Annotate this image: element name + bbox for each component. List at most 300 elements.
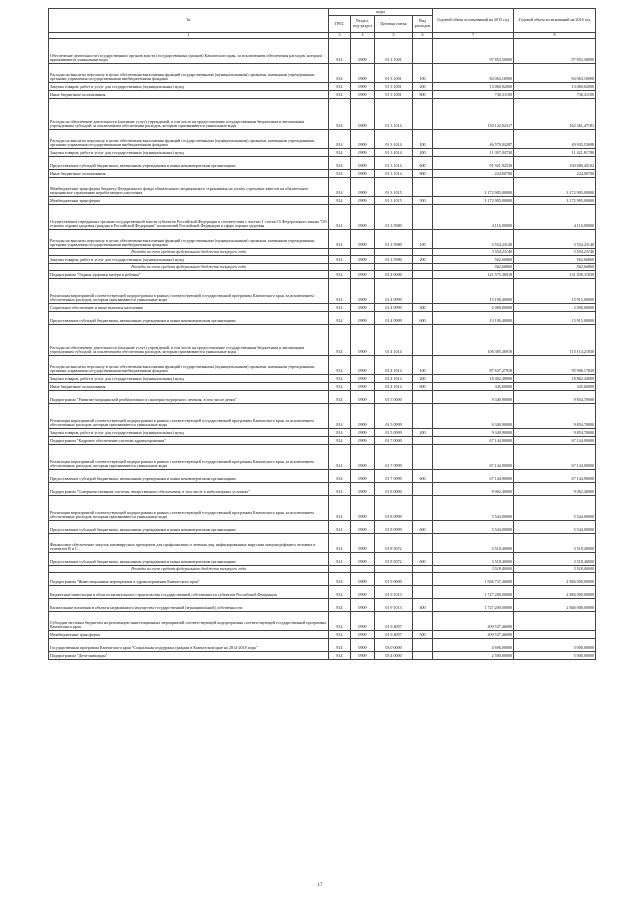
row-grbs: 814 [329,404,351,429]
row-sum-2016: 562,66860 [514,264,596,271]
row-sum-2015: 1 936 737,46000 [433,573,514,586]
row-sum-2015: 345,60000 [433,383,514,391]
row-razdel: 0909 [351,404,375,429]
row-razdel: 0909 [351,586,375,599]
row-grbs: 814 [329,91,351,99]
row-target-article: 01 3 5980 [375,256,413,264]
row-razdel: 0909 [351,130,375,149]
row-grbs: 814 [329,149,351,157]
page-number: 17 [317,883,323,888]
row-sum-2016: 11 421,81780 [514,149,596,157]
row-name: Реализация мероприятий соответствующей подпрограммы в рамках соответствующей государственной программы Камчатского края, за исключением обеспеченных расходов, которым присваиваются уникальные коды [49,445,329,470]
row-sum-2016: 730,31100 [514,91,596,99]
row-sum-2016: 2 846 000,00000 [514,599,596,612]
table-row [49,178,596,197]
row-razdel: 0909 [351,230,375,249]
row-sum-2016: 131 030,11830 [514,271,596,279]
col-index: 7 [433,33,514,39]
row-expense-type: 100 [413,230,433,249]
row-razdel: 0909 [351,437,375,445]
row-sum-2015: 67 144,90000 [433,437,514,445]
table-row [49,99,596,130]
row-sum-2015: 3 518,40000 [433,566,514,573]
row-expense-type [413,483,433,496]
row-expense-type [413,391,433,404]
row-grbs: 814 [329,325,351,356]
table-row [49,91,596,99]
header-sum-2015: Годовой объем ассигнований на 2015 год [433,9,514,33]
row-razdel [351,249,375,256]
row-expense-type [413,496,433,521]
row-sum-2015: 3 172 905,00000 [433,197,514,205]
row-sum-2016: 3 172 905,00000 [514,197,596,205]
row-target-article: 01 4 0000 [375,271,413,279]
table-row [49,631,596,639]
row-razdel: 0909 [351,534,375,553]
row-sum-2016: 115 114,21830 [514,325,596,356]
row-expense-type: 600 [413,312,433,325]
row-grbs: 814 [329,230,351,249]
row-grbs: 814 [329,521,351,534]
row-target-article: 01 4 1014 [375,356,413,375]
row-razdel: 0909 [351,256,375,264]
header-grbs: ГРБС [329,16,351,33]
row-grbs: 814 [329,470,351,483]
row-sum-2015: 2 500,00000 [433,652,514,660]
row-razdel [351,566,375,573]
row-target-article: 01 5 0000 [375,391,413,404]
row-sum-2016: 4 116,90000 [514,205,596,230]
row-grbs: 814 [329,375,351,383]
row-expense-type [413,99,433,130]
row-sum-2015: 730,31100 [433,91,514,99]
row-grbs: 814 [329,383,351,391]
row-expense-type: 100 [413,130,433,149]
row-target-article: 01 3 1014 [375,170,413,178]
row-razdel: 0909 [351,483,375,496]
table-row [49,205,596,230]
row-sum-2015: 4 116,90000 [433,205,514,230]
row-expense-type [413,437,433,445]
row-sum-2015: 84 063,16900 [433,64,514,83]
row-sum-2016: 3 172 905,00000 [514,178,596,197]
row-grbs: 814 [329,130,351,149]
row-sum-2016: 18 862,44000 [514,375,596,383]
col-index: 4 [351,33,375,39]
row-expense-type: 300 [413,304,433,312]
row-grbs: 814 [329,312,351,325]
row-sum-2015: 3 172 905,00000 [433,178,514,197]
table-row [49,483,596,496]
row-expense-type: 800 [413,383,433,391]
row-expense-type [413,249,433,256]
col-index: 8 [514,33,596,39]
row-sum-2016: 3 554,23140 [514,230,596,249]
row-name: Закупка товаров, работ и услуг для государственных (муниципальных) нужд [49,149,329,157]
row-name: Закупка товаров, работ и услуг для государственных (муниципальных) нужд [49,256,329,264]
row-name: Расходы на обеспечение деятельности (оказание услуг) учреждений, в том числе на предоставление государственным бюджетным и автономным учреждениям субсидий, за исключением обеспечения расходов, которым присваиваются уникальные коды [49,325,329,356]
row-sum-2015: 67 144,90000 [433,445,514,470]
row-razdel: 0909 [351,271,375,279]
row-sum-2016: 9 062,40000 [514,483,596,496]
row-razdel: 0909 [351,375,375,383]
row-name: Подпрограмма "Развитие медицинской реабилитации и санаторно-курортного лечения, в том числе детям" [49,391,329,404]
row-target-article: 01 3 1001 [375,39,413,64]
row-sum-2015: 91 921,92530 [433,157,514,170]
row-sum-2016: 49 935,53698 [514,130,596,149]
row-expense-type: 600 [413,470,433,483]
row-razdel: 0909 [351,383,375,391]
row-razdel: 0909 [351,83,375,91]
row-expense-type [413,652,433,660]
row-razdel: 0909 [351,553,375,566]
row-target-article: 01 8 5072 [375,534,413,553]
row-expense-type [413,279,433,304]
row-name: Реализация мероприятий соответствующей подпрограммы в рамках соответствующей государственной программы Камчатского края, за исключением обеспеченных расходов, которым присваиваются уникальные коды [49,404,329,429]
row-name: Расходы за счет средств федерального бюджета текущего года [49,566,329,573]
row-grbs: 814 [329,631,351,639]
row-target-article: 01 3 1015 [375,178,413,197]
row-sum-2016: 84 063,16900 [514,64,596,83]
table-row [49,230,596,249]
row-name: Финансовое обеспечение закупок антивирусных препаратов для профилактики и лечения лиц, инфицированных вирусами иммунодефицита человека и гепатитов B и C [49,534,329,553]
row-name: Социальное обеспечение и иные выплаты населению [49,304,329,312]
row-sum-2016: 562,66860 [514,256,596,264]
row-expense-type: 200 [413,429,433,437]
row-razdel: 0909 [351,64,375,83]
header-codes: коды [329,9,433,16]
row-name: Иные бюджетные ассигнования [49,91,329,99]
row-grbs: 814 [329,612,351,631]
row-sum-2016: 67 144,90000 [514,470,596,483]
table-row [49,325,596,356]
row-razdel: 0909 [351,445,375,470]
row-sum-2015: 3 518,40000 [433,534,514,553]
table-row [49,312,596,325]
row-target-article: 01 3 1014 [375,149,413,157]
row-target-article: 01 9 4007 [375,631,413,639]
table-row [49,566,596,573]
row-expense-type [413,639,433,652]
row-sum-2015: 87 637,27918 [433,356,514,375]
row-sum-2016: 2 846 000,00000 [514,573,596,586]
row-grbs: 814 [329,639,351,652]
row-sum-2015: 13 060,02000 [433,83,514,91]
table-row [49,304,596,312]
row-name: Расходы на выплаты персоналу в целях обеспечения выполнения функций государственными (муниципальными) органами, казенными учреждениями, органами управления государственными внебюджетными фондами [49,356,329,375]
row-sum-2015: 11 397,04730 [433,149,514,157]
row-razdel: 0909 [351,639,375,652]
row-sum-2016: 9 854,70000 [514,404,596,429]
row-razdel: 0909 [351,325,375,356]
row-target-article: 01 3 5980 [375,230,413,249]
row-target-article: 01 3 1001 [375,64,413,83]
row-grbs [329,249,351,256]
table-row [49,356,596,375]
row-sum-2016: 5 544,00000 [514,521,596,534]
row-name: Осуществление переданных органам государственной власти субъектов Российской Федерации в соответствии с частью 1 статьи 15 Федерального закона "Об основах охраны здоровья граждан в Российской Федерации" полномочий Российской Федерации в сфере охраны здоровья [49,205,329,230]
row-expense-type: 200 [413,149,433,157]
row-sum-2015: 562,66860 [433,264,514,271]
row-target-article: 01 9 4007 [375,612,413,631]
row-sum-2016: 224,00700 [514,170,596,178]
row-name: Обеспечение деятельности государственных органов власти (государственных органов) Камчатского края, за исключением обеспечения расходов, которым присваиваются уникальные коды [49,39,329,64]
row-expense-type [413,178,433,197]
row-razdel: 0909 [351,612,375,631]
table-row [49,534,596,553]
row-name: Предоставление субсидий бюджетным, автономным учреждениям и иным некоммерческим организациям [49,553,329,566]
row-name: Предоставление субсидий бюджетным, автономным учреждениям и иным некоммерческим организациям [49,470,329,483]
row-target-article: 01 8 5072 [375,553,413,566]
row-sum-2016: 162 361,47181 [514,99,596,130]
row-name: Подпрограмма "Дети-инвалиды" [49,652,329,660]
row-target-article: 01 4 0999 [375,279,413,304]
row-razdel: 0909 [351,170,375,178]
row-expense-type: 600 [413,553,433,566]
table-row [49,383,596,391]
row-sum-2015: 106 385,36918 [433,325,514,356]
row-grbs: 814 [329,170,351,178]
table-row [49,391,596,404]
row-name: Предоставление субсидий бюджетным, автономным учреждениям и иным некоммерческим организациям [49,521,329,534]
row-sum-2016: 67 144,90000 [514,437,596,445]
row-target-article [375,566,413,573]
row-grbs: 814 [329,445,351,470]
table-header [49,9,596,33]
row-target-article: 01 8 0999 [375,496,413,521]
row-expense-type [413,612,433,631]
row-razdel: 0909 [351,312,375,325]
table-row [49,130,596,149]
row-target-article: 01 3 1014 [375,157,413,170]
row-grbs: 814 [329,304,351,312]
row-name: Подпрограмма "Совершенствование системы лекарственного обеспечения, в том числе в амбулаторных условиях" [49,483,329,496]
table-row [49,470,596,483]
row-name: Расходы за счет средств федерального бюджета текущего года [49,264,329,271]
row-name: Иные бюджетные ассигнования [49,170,329,178]
row-razdel: 0909 [351,391,375,404]
row-expense-type [413,445,433,470]
row-sum-2015: 9 340,90000 [433,404,514,429]
row-grbs: 814 [329,391,351,404]
row-target-article: 01 9 1013 [375,586,413,599]
row-target-article: 01 3 1015 [375,197,413,205]
row-expense-type: 200 [413,375,433,383]
row-sum-2015: 1 727 200,00000 [433,599,514,612]
row-grbs [329,264,351,271]
row-target-article: 01 7 0999 [375,470,413,483]
row-razdel: 0909 [351,470,375,483]
row-sum-2015: 67 144,90000 [433,470,514,483]
row-grbs: 814 [329,573,351,586]
table-row [49,375,596,383]
table-body [49,33,596,660]
row-sum-2015: 46 579,04287 [433,130,514,149]
row-grbs: 814 [329,83,351,91]
table-row [49,496,596,521]
row-grbs [329,566,351,573]
row-target-article: 01 3 1001 [375,83,413,91]
row-sum-2015: 9 340,90000 [433,391,514,404]
row-sum-2016: 5 000,00000 [514,639,596,652]
row-name: Межбюджетные трансферты [49,197,329,205]
row-grbs: 814 [329,586,351,599]
row-expense-type: 500 [413,197,433,205]
row-name: Предоставление субсидий бюджетным, автономным учреждениям и иным некоммерческим организациям [49,157,329,170]
row-name: Капитальные вложения в объекты недвижимого имущества государственной (муниципальной) собственности [49,599,329,612]
col-index: 5 [375,33,413,39]
row-expense-type [413,271,433,279]
row-expense-type [413,205,433,230]
row-expense-type: 800 [413,170,433,178]
table-row [49,404,596,429]
row-target-article: 01 4 1014 [375,383,413,391]
table-row [49,553,596,566]
table-row [49,39,596,64]
row-sum-2016: 5 544,00000 [514,496,596,521]
row-expense-type [413,325,433,356]
table-row [49,170,596,178]
row-sum-2016: 13 060,02000 [514,83,596,91]
row-razdel: 0909 [351,279,375,304]
row-target-article: 01 9 1013 [375,599,413,612]
row-grbs: 814 [329,483,351,496]
row-sum-2016: 2 846 000,00000 [514,586,596,599]
row-grbs: 814 [329,437,351,445]
row-razdel: 0909 [351,91,375,99]
row-grbs: 814 [329,39,351,64]
table-row [49,586,596,599]
row-target-article [375,264,413,271]
row-razdel: 0909 [351,429,375,437]
row-name: Закупка товаров, работ и услуг для государственных (муниципальных) нужд [49,429,329,437]
row-razdel: 0909 [351,39,375,64]
row-name: Бюджетные инвестиции в области капитального строительства государственной собственности субъектов Российской Федерации [49,586,329,599]
row-sum-2015: 15 190,40000 [433,279,514,304]
row-name: Подпрограмма "Кадровое обеспечение системы здравоохранения" [49,437,329,445]
row-name: Расходы на выплаты персоналу в целях обеспечения выполнения функций государственными (муниципальными) органами, казенными учреждениями, органами управления государственными внебюджетными фондами [49,230,329,249]
row-target-article: 01 3 5980 [375,205,413,230]
row-grbs: 814 [329,157,351,170]
row-name: Предоставление субсидий бюджетным, автономным учреждениям и иным некоммерческим организациям [49,312,329,325]
row-name: Субсидии местным бюджетам на реализацию инвестиционных мероприятий соответствующей подпрограммы соответствующей государственной программы Камчатского края [49,612,329,631]
row-name: Подпрограмма "Инвестиционные мероприятия в здравоохранении Камчатского края" [49,573,329,586]
row-razdel: 0909 [351,573,375,586]
header-expense-type: Вид расходов [413,16,433,33]
row-sum-2016: 15 915,00000 [514,279,596,304]
table-row [49,264,596,271]
row-sum-2015: 5 544,00000 [433,496,514,521]
table-row [49,256,596,264]
row-sum-2016: 67 144,90000 [514,445,596,470]
row-grbs: 814 [329,64,351,83]
row-razdel: 0909 [351,149,375,157]
table-row [49,83,596,91]
row-sum-2016: 9 854,70000 [514,391,596,404]
row-grbs: 814 [329,534,351,553]
row-expense-type [413,39,433,64]
row-target-article: 01 5 0999 [375,404,413,429]
row-name: Межбюджетные трансферты бюджету Федерального фонда обязательного медицинского страхования на уплату страховых взносов на обязательное медицинское страхование неработающего населения [49,178,329,197]
row-sum-2015: 9 340,90000 [433,429,514,437]
row-razdel: 0909 [351,99,375,130]
row-grbs: 814 [329,599,351,612]
col-index: 6 [413,33,433,39]
col-index: 3 [329,33,351,39]
row-expense-type [413,586,433,599]
row-target-article: 01 3 1001 [375,91,413,99]
row-razdel: 0909 [351,652,375,660]
row-sum-2015: 121 575,36918 [433,271,514,279]
row-target-article: 03 0 0000 [375,639,413,652]
row-expense-type: 600 [413,521,433,534]
row-sum-2015: 97 853,50000 [433,39,514,64]
row-sum-2015: 209 537,46000 [433,612,514,631]
row-target-article: 01 8 0999 [375,521,413,534]
row-grbs: 814 [329,429,351,437]
row-sum-2016: 3 518,40000 [514,553,596,566]
row-razdel [351,264,375,271]
header-sum-2016: Годовой объем ассигнований на 2016 год [514,9,596,33]
header-num: № [49,9,329,33]
row-expense-type: 200 [413,83,433,91]
row-name: Реализация мероприятий соответствующей подпрограммы в рамках соответствующей государственной программы Камчатского края, за исключением обеспеченных расходов, которым присваиваются уникальные коды [49,279,329,304]
row-sum-2015: 2 000,00000 [433,304,514,312]
row-sum-2015: 4 696,00000 [433,639,514,652]
row-target-article: 01 3 1014 [375,130,413,149]
row-target-article: 01 5 0999 [375,429,413,437]
row-sum-2016: 5 000,00000 [514,652,596,660]
document-page [48,8,595,660]
table-row [49,279,596,304]
row-sum-2015: 209 537,46000 [433,631,514,639]
row-expense-type: 400 [413,599,433,612]
row-grbs: 814 [329,99,351,130]
row-razdel: 0909 [351,178,375,197]
row-razdel: 0909 [351,521,375,534]
table-row [49,429,596,437]
row-name: Закупка товаров, работ и услуг для государственных (муниципальных) нужд [49,375,329,383]
row-sum-2016: 9 854,70000 [514,429,596,437]
row-sum-2015: 3 554,23140 [433,249,514,256]
row-grbs: 814 [329,178,351,197]
row-sum-2015: 9 062,40000 [433,483,514,496]
row-grbs: 814 [329,652,351,660]
row-target-article: 01 4 1014 [375,325,413,356]
row-grbs: 814 [329,279,351,304]
row-name: Закупка товаров, работ и услуг для государственных (муниципальных) нужд [49,83,329,91]
row-target-article: 01 8 0000 [375,483,413,496]
row-sum-2015: 150 122,02317 [433,99,514,130]
row-sum-2016: 95 906,17830 [514,356,596,375]
row-razdel: 0909 [351,631,375,639]
row-sum-2015: 13 190,40000 [433,312,514,325]
row-target-article: 01 4 1014 [375,375,413,383]
row-name: Государственная программа Камчатского края "Социальная поддержка граждан в Камчатском крае на 2014-2018 годы" [49,639,329,652]
table-row [49,157,596,170]
table-row [49,271,596,279]
row-sum-2016: 345,60000 [514,383,596,391]
row-expense-type [413,573,433,586]
row-sum-2016: 3 554,23140 [514,249,596,256]
table-row [49,612,596,631]
row-expense-type [413,404,433,429]
row-expense-type: 600 [413,157,433,170]
row-name: Расходы за счет средств федерального бюджета текущего года [49,249,329,256]
row-expense-type: 800 [413,91,433,99]
row-name: Межбюджетные трансферты [49,631,329,639]
header-razdel: Раздел, под-раздел [351,16,375,33]
